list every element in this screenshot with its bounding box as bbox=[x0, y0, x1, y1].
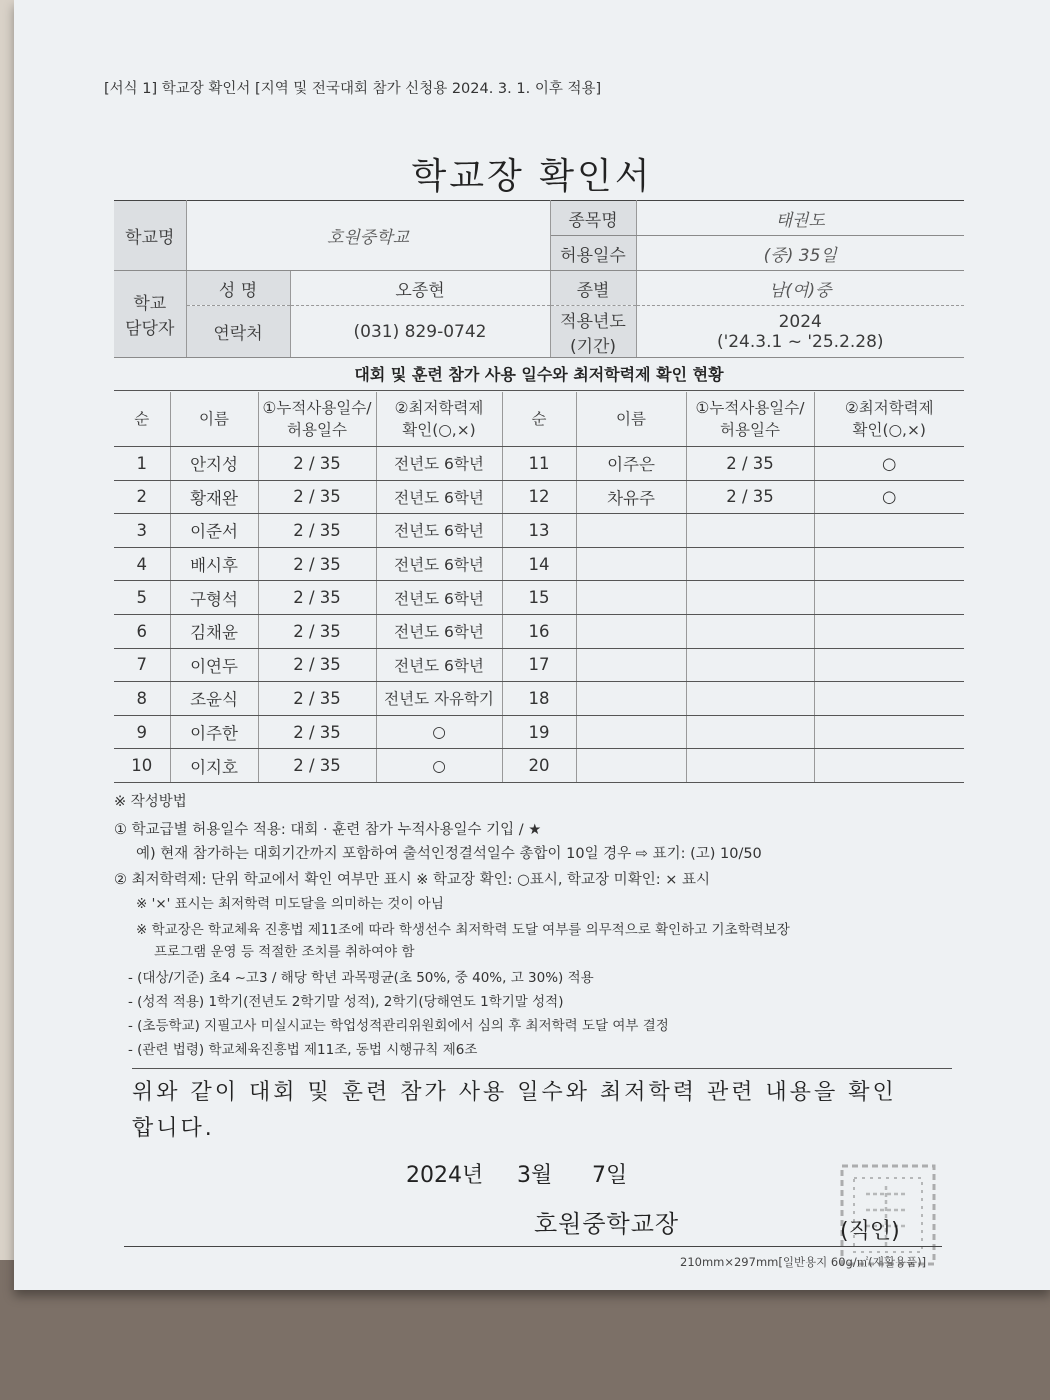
row-days bbox=[686, 648, 814, 682]
row-days bbox=[686, 514, 814, 548]
row-no: 17 bbox=[502, 648, 576, 682]
row-days: 2 / 35 bbox=[258, 682, 376, 716]
row-no: 6 bbox=[114, 614, 170, 648]
row-acad bbox=[814, 648, 964, 682]
col-acad-2-line1: ②최저학력제 bbox=[844, 398, 934, 417]
year-label-line1: 적용년도 bbox=[560, 311, 626, 332]
row-acad: 전년도 6학년 bbox=[376, 547, 502, 581]
row-days bbox=[686, 715, 814, 749]
sport-label: 종목명 bbox=[550, 201, 636, 236]
col-acad-line2: 확인(○,×) bbox=[402, 421, 476, 439]
row-name: 차유주 bbox=[576, 480, 686, 514]
note-item: ※ '×' 표시는 최저학력 미도달을 의미하는 것이 아님 bbox=[136, 896, 444, 912]
row-days bbox=[686, 682, 814, 716]
table-row bbox=[114, 648, 964, 682]
table-row bbox=[114, 614, 964, 648]
table-row bbox=[114, 447, 964, 481]
contact-label: 연락처 bbox=[186, 306, 290, 358]
row-acad: 전년도 6학년 bbox=[376, 648, 502, 682]
school-info-table bbox=[114, 200, 964, 358]
note-heading: ※ 작성방법 bbox=[114, 794, 187, 810]
note-item: ② 최저학력제: 단위 학교에서 확인 여부만 표시 ※ 학교장 확인: ○표시, 학교장 미확인: × 표시 bbox=[114, 872, 710, 888]
signature-rule bbox=[124, 1246, 942, 1247]
table-row bbox=[114, 749, 964, 783]
row-acad bbox=[814, 547, 964, 581]
roster-subheading: 대회 및 훈련 참가 사용 일수와 최저학력제 확인 현황 bbox=[114, 360, 964, 391]
roster-header-row bbox=[114, 392, 964, 447]
col-days-2 bbox=[686, 392, 814, 447]
row-no: 1 bbox=[114, 447, 170, 481]
row-no: 8 bbox=[114, 682, 170, 716]
col-days-line2: 허용일수 bbox=[287, 421, 347, 439]
confirmation-line2: 합니다. bbox=[132, 1116, 215, 1141]
row-name bbox=[576, 749, 686, 783]
row-days: 2 / 35 bbox=[258, 514, 376, 548]
row-acad: 전년도 자유학기 bbox=[376, 682, 502, 716]
table-row bbox=[114, 480, 964, 514]
school-name-label: 학교명 bbox=[114, 201, 186, 271]
contact-value: (031) 829-0742 bbox=[290, 306, 550, 358]
year-label bbox=[550, 306, 636, 358]
row-no: 13 bbox=[502, 514, 576, 548]
date-day: 7일 bbox=[592, 1163, 628, 1188]
row-acad: ○ bbox=[814, 447, 964, 481]
form-header: [서식 1] 학교장 확인서 [지역 및 전국대회 참가 신청용 2024. 3. 1. 이후 적용] bbox=[104, 81, 602, 97]
row-days: 2 / 35 bbox=[258, 749, 376, 783]
row-no: 5 bbox=[114, 581, 170, 615]
page-title: 학교장 확인서 bbox=[411, 156, 653, 197]
table-row bbox=[114, 682, 964, 716]
signer-name: 호원중학교장 bbox=[534, 1210, 680, 1238]
row-no: 4 bbox=[114, 547, 170, 581]
row-name bbox=[576, 547, 686, 581]
row-days: 2 / 35 bbox=[258, 614, 376, 648]
year-value bbox=[636, 306, 964, 358]
row-days bbox=[686, 547, 814, 581]
row-no: 15 bbox=[502, 581, 576, 615]
row-days: 2 / 35 bbox=[258, 480, 376, 514]
allowed-days-label: 허용일수 bbox=[550, 236, 636, 271]
col-acad-line1: ②최저학력제 bbox=[394, 398, 484, 417]
confirmation-line1: 위와 같이 대회 및 훈련 참가 사용 일수와 최저학력 관련 내용을 확인 bbox=[132, 1080, 897, 1105]
table-row bbox=[114, 547, 964, 581]
row-name: 안지성 bbox=[170, 447, 258, 481]
row-days: 2 / 35 bbox=[258, 715, 376, 749]
note-item: 프로그램 운영 등 적절한 조치를 취하여야 함 bbox=[154, 944, 415, 960]
row-acad: ○ bbox=[376, 715, 502, 749]
row-acad bbox=[814, 581, 964, 615]
row-no: 18 bbox=[502, 682, 576, 716]
staff-label-line2: 담당자 bbox=[125, 319, 175, 339]
row-acad bbox=[814, 749, 964, 783]
row-name bbox=[576, 682, 686, 716]
school-name-value: 호원중학교 bbox=[186, 201, 550, 271]
row-no: 12 bbox=[502, 480, 576, 514]
col-days-2-line2: 허용일수 bbox=[720, 421, 780, 439]
row-name: 조윤식 bbox=[170, 682, 258, 716]
name-label: 성 명 bbox=[186, 271, 290, 306]
row-name: 구형석 bbox=[170, 581, 258, 615]
note-item: - (성적 적용) 1학기(전년도 2학기말 성적), 2학기(당해연도 1학기말 성적) bbox=[128, 994, 564, 1010]
row-days bbox=[686, 581, 814, 615]
row-no: 7 bbox=[114, 648, 170, 682]
row-name bbox=[576, 715, 686, 749]
row-days: 2 / 35 bbox=[686, 480, 814, 514]
col-no: 순 bbox=[114, 392, 170, 447]
row-days: 2 / 35 bbox=[258, 581, 376, 615]
col-days-line1: ①누적사용일수/ bbox=[262, 398, 372, 417]
roster-table bbox=[114, 392, 964, 783]
photo-background-edge bbox=[0, 0, 14, 1400]
row-acad: ○ bbox=[376, 749, 502, 783]
staff-label bbox=[114, 271, 186, 358]
row-name: 김채윤 bbox=[170, 614, 258, 648]
allowed-days-value: (중) 35일 bbox=[636, 236, 964, 271]
row-no: 3 bbox=[114, 514, 170, 548]
row-acad bbox=[814, 514, 964, 548]
table-row bbox=[114, 715, 964, 749]
col-name: 이름 bbox=[170, 392, 258, 447]
col-acad-2 bbox=[814, 392, 964, 447]
row-no: 14 bbox=[502, 547, 576, 581]
col-no-2: 순 bbox=[502, 392, 576, 447]
row-acad: 전년도 6학년 bbox=[376, 514, 502, 548]
note-item: ※ 학교장은 학교체육 진흥법 제11조에 따라 학생선수 최저학력 도달 여부를 의무적으로 확인하고 기초학력보장 bbox=[136, 922, 790, 938]
row-name bbox=[576, 514, 686, 548]
col-acad-2-line2: 확인(○,×) bbox=[852, 421, 926, 439]
note-item: - (초등학교) 지필고사 미실시교는 학업성적관리위원회에서 심의 후 최저학력 도달 여부 결정 bbox=[128, 1018, 669, 1034]
row-days: 2 / 35 bbox=[258, 648, 376, 682]
col-days-2-line1: ①누적사용일수/ bbox=[695, 398, 805, 417]
row-no: 10 bbox=[114, 749, 170, 783]
seal-label: (직인) bbox=[840, 1219, 900, 1244]
paper-size-note: 210mm×297mm[일반용지 60g/㎡(재활용품)] bbox=[680, 1255, 927, 1269]
row-acad: 전년도 6학년 bbox=[376, 480, 502, 514]
row-no: 11 bbox=[502, 447, 576, 481]
row-no: 20 bbox=[502, 749, 576, 783]
row-acad bbox=[814, 715, 964, 749]
row-name: 이주은 bbox=[576, 447, 686, 481]
col-name-2: 이름 bbox=[576, 392, 686, 447]
date-month: 3월 bbox=[517, 1163, 553, 1188]
year-label-line2: (기간) bbox=[569, 336, 617, 357]
row-acad: 전년도 6학년 bbox=[376, 581, 502, 615]
row-no: 2 bbox=[114, 480, 170, 514]
note-item: - (대상/기준) 초4 ~고3 / 해당 학년 과목평균(초 50%, 중 40%, 고 30%) 적용 bbox=[128, 970, 594, 986]
row-name: 이지호 bbox=[170, 749, 258, 783]
confirmation-statement bbox=[132, 1068, 952, 1147]
row-name: 황재완 bbox=[170, 480, 258, 514]
col-days bbox=[258, 392, 376, 447]
col-acad bbox=[376, 392, 502, 447]
sport-value: 태권도 bbox=[636, 201, 964, 236]
year-value-line1: 2024 bbox=[778, 311, 822, 332]
gender-value: 남(여)중 bbox=[636, 271, 964, 306]
row-name: 이주한 bbox=[170, 715, 258, 749]
table-row bbox=[114, 514, 964, 548]
row-no: 9 bbox=[114, 715, 170, 749]
row-name: 이준서 bbox=[170, 514, 258, 548]
row-acad: 전년도 6학년 bbox=[376, 447, 502, 481]
period-value: ('24.3.1 ~ '25.2.28) bbox=[716, 331, 884, 352]
row-acad: ○ bbox=[814, 480, 964, 514]
table-row bbox=[114, 581, 964, 615]
note-item: ① 학교급별 허용일수 적용: 대회 · 훈련 참가 누적사용일수 기입 / ★ bbox=[114, 822, 542, 838]
note-item: - (관련 법령) 학교체육진흥법 제11조, 동법 시행규칙 제6조 bbox=[128, 1042, 478, 1058]
row-acad bbox=[814, 614, 964, 648]
row-days bbox=[686, 614, 814, 648]
row-acad bbox=[814, 682, 964, 716]
row-name bbox=[576, 648, 686, 682]
row-no: 16 bbox=[502, 614, 576, 648]
date-year: 2024년 bbox=[406, 1163, 484, 1188]
name-value: 오종현 bbox=[290, 271, 550, 306]
row-acad: 전년도 6학년 bbox=[376, 614, 502, 648]
row-name: 이연두 bbox=[170, 648, 258, 682]
row-days: 2 / 35 bbox=[686, 447, 814, 481]
row-days: 2 / 35 bbox=[258, 447, 376, 481]
note-item: 예) 현재 참가하는 대회기간까지 포함하여 출석인정결석일수 총합이 10일 경우 ⇨ 표기: (고) 10/50 bbox=[136, 846, 762, 862]
row-name bbox=[576, 581, 686, 615]
staff-label-line1: 학교 bbox=[133, 294, 167, 314]
row-no: 19 bbox=[502, 715, 576, 749]
row-name: 배시후 bbox=[170, 547, 258, 581]
row-days: 2 / 35 bbox=[258, 547, 376, 581]
gender-label: 종별 bbox=[550, 271, 636, 306]
document-sheet bbox=[14, 0, 1050, 1290]
row-days bbox=[686, 749, 814, 783]
row-name bbox=[576, 614, 686, 648]
